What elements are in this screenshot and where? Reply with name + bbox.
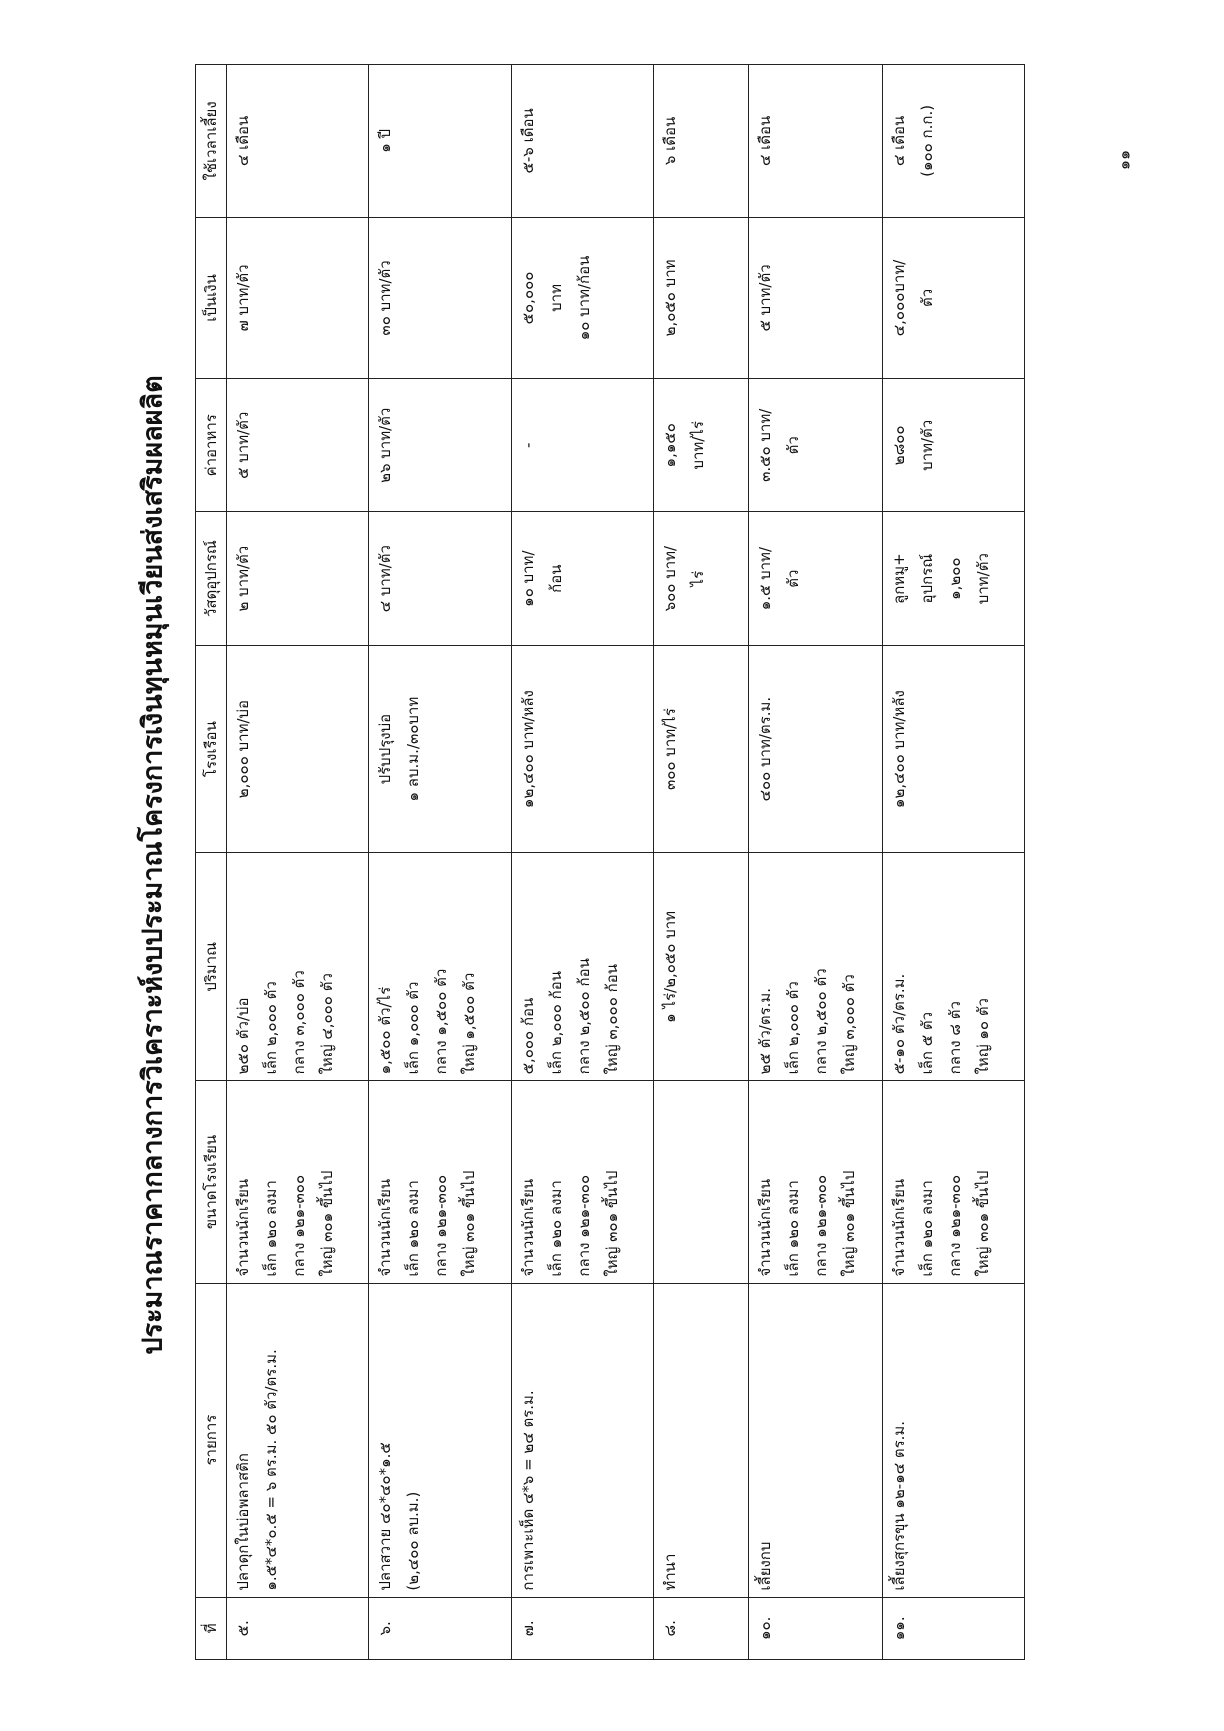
cell-equipment: ๒ บาท/ตัว (227, 512, 369, 645)
cell-housing: ๑๒,๔๐๐ บาท/หลัง (511, 645, 653, 853)
cell-quantity: ๕-๑๐ ตัว/ตร.ม. เล็ก ๕ ตัว กลาง ๘ ตัว ใหญ่ ๑๐ ตัว (882, 853, 1024, 1081)
cell-item: ทำนา (654, 1283, 749, 1597)
cell-quantity: ๑,๕๐๐ ตัว/ไร่ เล็ก ๑,๐๐๐ ตัว กลาง ๑,๕๐๐ ตัว ใหญ่ ๑,๕๐๐ ตัว (369, 853, 511, 1081)
table-row (511, 65, 653, 1660)
cell-duration: ๔ เดือน (749, 65, 882, 218)
cell-equipment: ๔ บาท/ตัว (369, 512, 511, 645)
cell-school-size: จำนวนนักเรียน เล็ก ๑๒๐ ลงมา กลาง ๑๒๑-๓๐๐ ใหญ่ ๓๐๑ ขึ้นไป (227, 1081, 369, 1283)
cell-housing: ๑๒,๔๐๐ บาท/หลัง (882, 645, 1024, 853)
cell-no: ๗. (511, 1597, 653, 1659)
cell-no: ๑๑. (882, 1597, 1024, 1659)
table-header-row (196, 65, 227, 1660)
cell-school-size: จำนวนนักเรียน เล็ก ๑๒๐ ลงมา กลาง ๑๒๑-๓๐๐ ใหญ่ ๓๐๑ ขึ้นไป (882, 1081, 1024, 1283)
cell-food: ๒๘๐๐ บาท/ตัว (882, 379, 1024, 512)
page-number: ๑๑ (1114, 149, 1134, 171)
cell-duration: ๔ เดือน (๑๐๐ ก.ก.) (882, 65, 1024, 218)
header-food: ค่าอาหาร (196, 379, 227, 512)
header-quantity: ปริมาณ (196, 853, 227, 1081)
table-row (654, 65, 749, 1660)
cell-quantity: ๑ ไร่/๒,๐๕๐ บาท (654, 853, 749, 1081)
cell-no: ๑๐. (749, 1597, 882, 1659)
table-row (882, 65, 1024, 1660)
cell-school-size: จำนวนนักเรียน เล็ก ๑๒๐ ลงมา กลาง ๑๒๑-๓๐๐ ใหญ่ ๓๐๑ ขึ้นไป (749, 1081, 882, 1283)
cell-housing: ๔๐๐ บาท/ตร.ม. (749, 645, 882, 853)
cell-equipment: ๑๐ บาท/ ก้อน (511, 512, 653, 645)
header-school-size: ขนาดโรงเรียน (196, 1081, 227, 1283)
cell-food: - (511, 379, 653, 512)
cell-equipment: ลูกหมู+ อุปกรณ์ ๑,๒๐๐ บาท/ตัว (882, 512, 1024, 645)
cell-housing: ๒,๐๐๐ บาท/บ่อ (227, 645, 369, 853)
cell-school-size: จำนวนนักเรียน เล็ก ๑๒๐ ลงมา กลาง ๑๒๑-๓๐๐ ใหญ่ ๓๐๑ ขึ้นไป (511, 1081, 653, 1283)
cell-money: ๗ บาท/ตัว (227, 217, 369, 378)
cell-money: ๒,๐๕๐ บาท (654, 217, 749, 378)
cell-food: ๑,๑๕๐ บาท/ไร่ (654, 379, 749, 512)
cell-food: ๕ บาท/ตัว (227, 379, 369, 512)
cell-item: ปลาสวาย ๔๐*๔๐*๑.๕ (๒,๔๐๐ ลบ.ม.) (369, 1283, 511, 1597)
cell-equipment: ๖๐๐ บาท/ ไร่ (654, 512, 749, 645)
cell-no: ๖. (369, 1597, 511, 1659)
header-no: ที่ (196, 1597, 227, 1659)
cell-duration: ๖ เดือน (654, 65, 749, 218)
cell-item: ปลาดุกในบ่อพลาสติก ๑.๕*๔*๐.๕ = ๖ ตร.ม. ๕๐ ตัว/ตร.ม. (227, 1283, 369, 1597)
table-row (749, 65, 882, 1660)
cell-item: เลี้ยงสุกรขุน ๑๒-๑๔ ตร.ม. (882, 1283, 1024, 1597)
cell-food: ๒๖ บาท/ตัว (369, 379, 511, 512)
header-duration: ใช้เวลาเลี้ยง (196, 65, 227, 218)
cell-quantity: ๒๕ ตัว/ตร.ม. เล็ก ๒,๐๐๐ ตัว กลาง ๒,๕๐๐ ตัว ใหญ่ ๓,๐๐๐ ตัว (749, 853, 882, 1081)
cell-school-size (654, 1081, 749, 1283)
cell-duration: ๕-๖ เดือน (511, 65, 653, 218)
cell-no: ๘. (654, 1597, 749, 1659)
cell-food: ๓.๕๐ บาท/ ตัว (749, 379, 882, 512)
cell-quantity: ๒๕๐ ตัว/บ่อ เล็ก ๒,๐๐๐ ตัว กลาง ๓,๐๐๐ ตัว ใหญ่ ๔,๐๐๐ ตัว (227, 853, 369, 1081)
table-row (227, 65, 369, 1660)
cell-quantity: ๕,๐๐๐ ก้อน เล็ก ๒,๐๐๐ ก้อน กลาง ๒,๕๐๐ ก้อน ใหญ่ ๓,๐๐๐ ก้อน (511, 853, 653, 1081)
cell-item: เลี้ยงกบ (749, 1283, 882, 1597)
cell-duration: ๑ ปี (369, 65, 511, 218)
cell-money: ๕ บาท/ตัว (749, 217, 882, 378)
cell-school-size: จำนวนนักเรียน เล็ก ๑๒๐ ลงมา กลาง ๑๒๑-๓๐๐ ใหญ่ ๓๐๑ ขึ้นไป (369, 1081, 511, 1283)
cell-money: ๓๐ บาท/ตัว (369, 217, 511, 378)
header-housing: โรงเรือน (196, 645, 227, 853)
cell-no: ๕. (227, 1597, 369, 1659)
header-money: เป็นเงิน (196, 217, 227, 378)
table-row (369, 65, 511, 1660)
cell-housing: ๓๐๐ บาท/ไร่ (654, 645, 749, 853)
header-item: รายการ (196, 1283, 227, 1597)
cell-housing: ปรับปรุงบ่อ ๑ ลบ.ม./๓๐บาท (369, 645, 511, 853)
budget-table (195, 64, 1025, 1660)
cell-money: ๕๐,๐๐๐ บาท ๑๐ บาท/ก้อน (511, 217, 653, 378)
budget-table-rotated (195, 64, 1025, 1660)
budget-table-container (195, 64, 1025, 1660)
cell-item: การเพาะเห็ด ๔*๖ = ๒๔ ตร.ม. (511, 1283, 653, 1597)
cell-duration: ๔ เดือน (227, 65, 369, 218)
cell-money: ๔,๐๐๐บาท/ ตัว (882, 217, 1024, 378)
cell-equipment: ๑.๕ บาท/ ตัว (749, 512, 882, 645)
header-equipment: วัสดุอุปกรณ์ (196, 512, 227, 645)
page-title: ประมาณราคากลางการวิเคราะห์งบประมาณโครงการเงินทุนหมุนเวียนส่งเสริมผลผลิต (137, 375, 169, 1355)
